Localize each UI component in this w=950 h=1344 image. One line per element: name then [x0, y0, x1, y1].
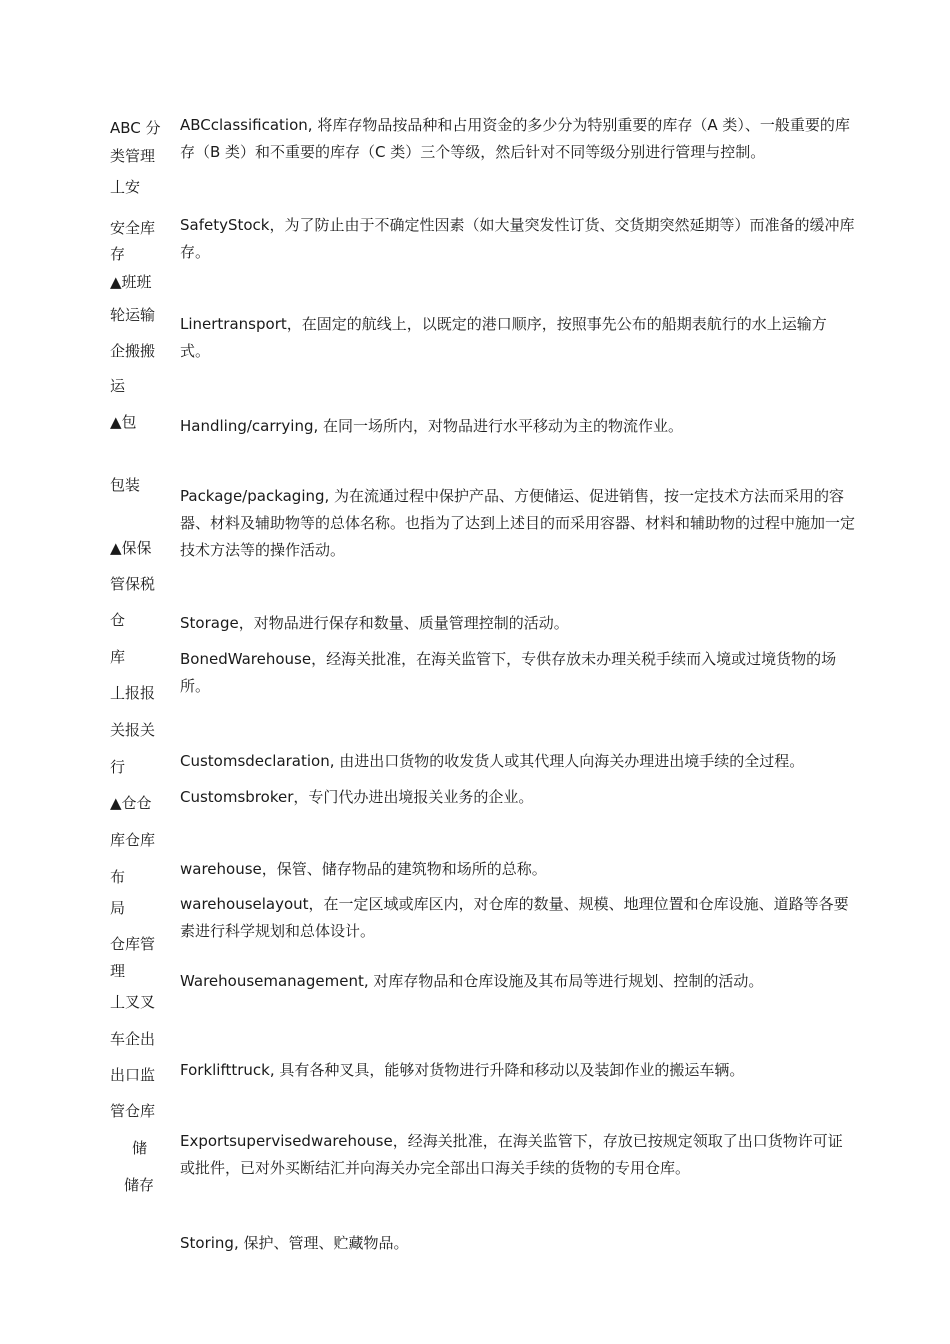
- term-label: ABC 分: [110, 119, 161, 137]
- term-label: 库: [110, 648, 126, 666]
- definition-paragraph: warehouselayout，在一定区域或库区内，对仓库的数量、规模、地理位置和仓库设施、道路等各要素进行科学规划和总体设计。: [180, 895, 849, 940]
- term-label: 丄叉叉: [110, 993, 156, 1011]
- term-label: 包装: [110, 476, 141, 494]
- definition-paragraph: Storage，对物品进行保存和数量、质量管理控制的活动。: [180, 614, 569, 632]
- term-label: ▲班班: [110, 273, 152, 291]
- term-label: 仓: [110, 611, 126, 629]
- term-label: 丄安: [110, 178, 141, 196]
- term-label: 储: [132, 1139, 148, 1157]
- definition-paragraph: Linertransport，在固定的航线上，以既定的港口顺序，按照事先公布的船期表航行的水上运输方式。: [180, 315, 827, 360]
- term-label: 类管理: [110, 147, 156, 165]
- term-label: 局: [110, 899, 126, 917]
- term-label: 关报关: [110, 721, 156, 739]
- term-label: 管仓库: [110, 1102, 156, 1120]
- term-label: ▲包: [110, 413, 137, 431]
- term-label: 库仓库: [110, 831, 156, 849]
- term-label: 布: [110, 868, 126, 886]
- definition-paragraph: Storing, 保护、管理、贮藏物品。: [180, 1234, 409, 1252]
- definition-paragraph: Handling/carrying, 在同一场所内，对物品进行水平移动为主的物流作业。: [180, 417, 684, 435]
- term-label: 运: [110, 377, 126, 395]
- term-label: 理: [110, 962, 126, 980]
- term-label: 丄报报: [110, 684, 156, 702]
- term-label: 车企出: [110, 1030, 156, 1048]
- term-label: 企搬搬: [110, 342, 156, 360]
- term-label: 安全库: [110, 219, 156, 237]
- term-label: ▲仓仓: [110, 794, 152, 812]
- term-label: 行: [110, 758, 126, 776]
- definition-paragraph: Exportsupervisedwarehouse，经海关批准，在海关监管下，存放已按规定领取了出口货物许可证或批件，已对外买断结汇并向海关办完全部出口海关手续的货物的专用仓库。: [180, 1132, 843, 1177]
- definition-paragraph: Forklifttruck, 具有各种叉具，能够对货物进行升降和移动以及装卸作业的搬运车辆。: [180, 1061, 745, 1079]
- term-label: 轮运输: [110, 306, 156, 324]
- definition-paragraph: Customsdeclaration, 由进出口货物的收发货人或其代理人向海关办理进出境手续的全过程。: [180, 752, 805, 770]
- term-label: 仓库管: [110, 935, 156, 953]
- definition-paragraph: Warehousemanagement, 对库存物品和仓库设施及其布局等进行规划、控制的活动。: [180, 972, 764, 990]
- definition-paragraph: Customsbroker，专门代办进出境报关业务的企业。: [180, 788, 534, 806]
- definition-paragraph: Package/packaging, 为在流通过程中保护产品、方便储运、促进销售，按一定技术方法而采用的容器、材料及辅助物等的总体名称。也指为了达到上述目的而采用容器、材料和辅助物的过程中施加一定技术方法等的操作活动。: [180, 487, 856, 559]
- definition-paragraph: BonedWarehouse，经海关批准，在海关监管下，专供存放未办理关税手续而入境或过境货物的场所。: [180, 650, 837, 695]
- definition-paragraph: SafetyStock，为了防止由于不确定性因素（如大量突发性订货、交货期突然延期等）而准备的缓冲库存。: [180, 216, 855, 261]
- definition-paragraph: warehouse，保管、储存物品的建筑物和场所的总称。: [180, 860, 547, 878]
- term-label: ▲保保: [110, 539, 152, 557]
- term-label: 储存: [124, 1176, 155, 1194]
- term-label: 管保税: [110, 575, 156, 593]
- term-label: 出口监: [110, 1066, 156, 1084]
- term-label: 存: [110, 245, 126, 263]
- definition-paragraph: ABCclassification, 将库存物品按品种和占用资金的多少分为特别重要的库存（A 类）、一般重要的库存（B 类）和不重要的库存（C 类）三个等级，然后针对不同等级分别进行管理与控制。: [180, 116, 850, 161]
